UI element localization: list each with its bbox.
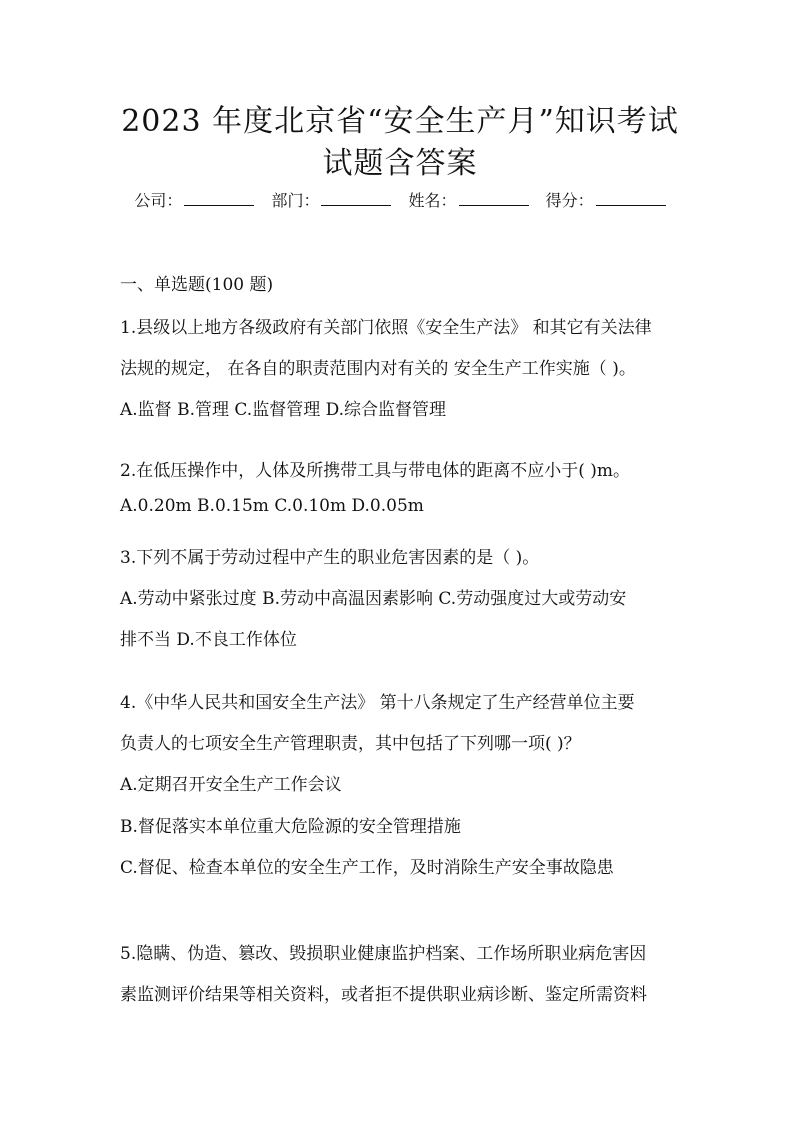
question-4-option-b: B.督促落实本单位重大危险源的安全管理措施 (120, 817, 461, 837)
header-fields (0, 190, 800, 212)
question-3-options-line-1: A.劳动中紧张过度 B.劳动中高温因素影响 C.劳动强度过大或劳动安 (120, 589, 627, 609)
question-4-line-2: 负责人的七项安全生产管理职责，其中包括了下列哪一项( )？ (120, 734, 581, 754)
question-3-options-line-2: 排不当 D.不良工作体位 (120, 630, 297, 650)
question-2-line-1: 2.在低压操作中，人体及所携带工具与带电体的距离不应小于( )m。 (120, 461, 631, 481)
question-3-line-1: 3.下列不属于劳动过程中产生的职业危害因素的是（ )。 (120, 548, 540, 568)
document-title-line-1: 2023 年度北京省“安全生产月”知识考试 (121, 104, 679, 139)
question-2-options: A.0.20m B.0.15m C.0.10m D.0.05m (120, 496, 424, 516)
department-field: 部门： (271, 190, 391, 212)
question-4-option-a: A.定期召开安全生产工作会议 (120, 775, 342, 795)
name-blank (459, 191, 529, 206)
score-field: 得分： (546, 190, 666, 212)
question-4-line-1: 4.《中华人民共和国安全生产法》 第十八条规定了生产经营单位主要 (120, 693, 635, 713)
score-blank (596, 191, 666, 206)
company-blank (184, 191, 254, 206)
document-title-line-2: 试题含答案 (322, 146, 478, 181)
name-field: 姓名： (409, 190, 529, 212)
question-1-options: A.监督 B.管理 C.监督管理 D.综合监督管理 (120, 400, 447, 420)
question-5-line-1: 5.隐瞒、伪造、篡改、毁损职业健康监护档案、工作场所职业病危害因 (120, 944, 647, 964)
department-blank (321, 191, 391, 206)
question-5-line-2: 素监测评价结果等相关资料，或者拒不提供职业病诊断、鉴定所需资料 (120, 985, 647, 1005)
question-1-line-1: 1.县级以上地方各级政府有关部门依照《安全生产法》 和其它有关法律 (120, 318, 652, 338)
question-1-line-2: 法规的规定， 在各自的职责范围内对有关的 安全生产工作实施（ )。 (120, 359, 636, 379)
company-field: 公司： (134, 190, 254, 212)
question-4-option-c: C.督促、检查本单位的安全生产工作，及时消除生产安全事故隐患 (120, 858, 614, 878)
section-heading: 一、单选题(100 题) (120, 275, 274, 295)
